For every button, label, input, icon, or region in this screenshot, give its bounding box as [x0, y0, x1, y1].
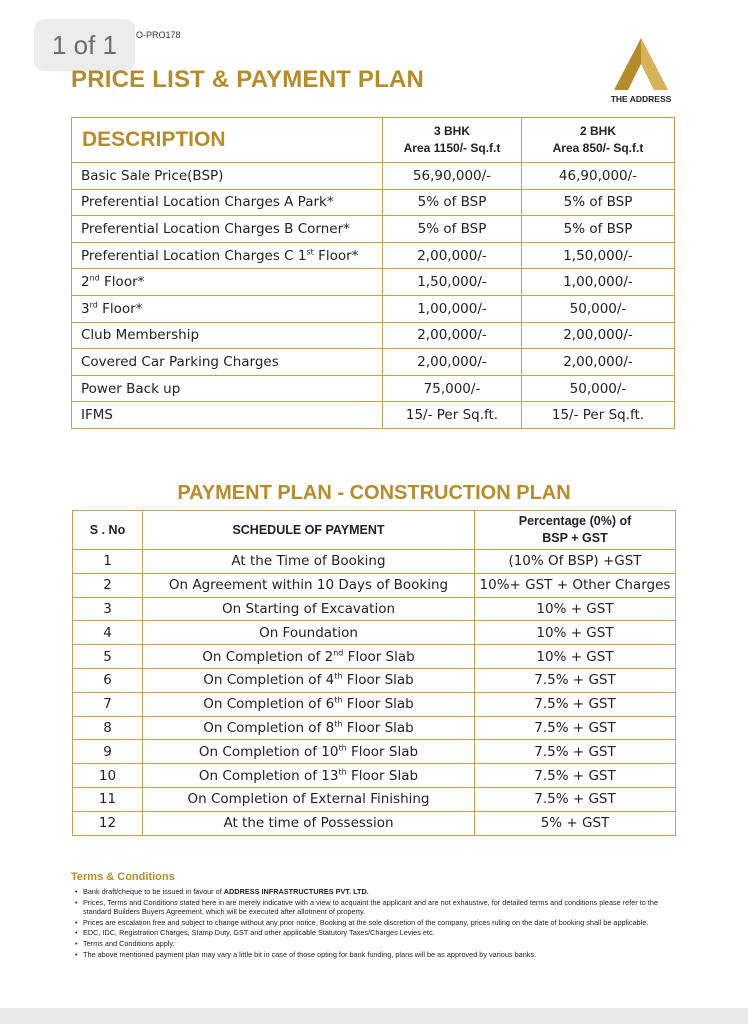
price-row: [72, 375, 675, 402]
viewer-bottom-strip: [0, 1008, 748, 1024]
price-row-desc: Club Membership: [72, 322, 383, 349]
terms-item: • EDC, IDC, Registration Charges, Stamp Duty, GST and other applicable Statutory Taxes/Charges Levies etc.: [83, 928, 661, 938]
plan-row-number: 3: [73, 597, 143, 621]
logo-mark-icon: [610, 36, 672, 92]
plan-row-percentage: 7.5% + GST: [475, 716, 676, 740]
price-row: [72, 269, 675, 296]
price-row-2bhk: 5% of BSP: [522, 216, 675, 243]
price-row-desc: Preferential Location Charges B Corner*: [72, 216, 383, 243]
payment-plan-table: [72, 510, 676, 836]
plan-table-header-row: [73, 511, 676, 550]
plan-row-schedule: On Completion of 4th Floor Slab: [143, 668, 475, 692]
terms-section: [71, 871, 661, 960]
col-3bhk-header: [383, 118, 522, 163]
plan-row: [73, 716, 676, 740]
col-3bhk-type: 3 BHK: [433, 124, 470, 138]
price-row-desc: Power Back up: [72, 375, 383, 402]
price-row: [72, 163, 675, 190]
price-row-2bhk: 15/- Per Sq.ft.: [522, 402, 675, 429]
plan-row-percentage: 7.5% + GST: [475, 692, 676, 716]
plan-row: [73, 740, 676, 764]
plan-row: [73, 645, 676, 669]
price-row: [72, 242, 675, 269]
price-row-3bhk: 2,00,000/-: [383, 322, 522, 349]
description-header: DESCRIPTION: [72, 118, 383, 163]
price-row-3bhk: 1,00,000/-: [383, 295, 522, 322]
plan-row-schedule: On Starting of Excavation: [143, 597, 475, 621]
price-row-2bhk: 1,00,000/-: [522, 269, 675, 296]
page-title: PRICE LIST & PAYMENT PLAN: [71, 66, 425, 93]
percentage-header: [475, 511, 676, 550]
price-row-2bhk: 2,00,000/-: [522, 322, 675, 349]
price-row: [72, 349, 675, 376]
price-row-2bhk: 50,000/-: [522, 295, 675, 322]
sno-header: S . No: [73, 511, 143, 550]
plan-row-percentage: 7.5% + GST: [475, 787, 676, 811]
plan-row: [73, 811, 676, 835]
price-row: [72, 216, 675, 243]
plan-row: [73, 597, 676, 621]
plan-row-schedule: On Completion of 13th Floor Slab: [143, 764, 475, 788]
plan-row-percentage: 10%+ GST + Other Charges: [475, 573, 676, 597]
price-row-desc: Preferential Location Charges C 1st Floor*: [72, 242, 383, 269]
plan-row-number: 9: [73, 740, 143, 764]
plan-row-number: 7: [73, 692, 143, 716]
plan-row: [73, 764, 676, 788]
terms-item: • Terms and Conditions apply.: [83, 939, 661, 949]
price-row: [72, 295, 675, 322]
plan-row-number: 8: [73, 716, 143, 740]
price-row: [72, 322, 675, 349]
terms-item: • Prices, Terms and Conditions stated here in are merely indicative with a view to acquaint the applicant and are not exhaustive, for detailed terms and conditions please refer to the standard Builders Buyers Agreement, which will be executed after allotment of property.: [83, 898, 661, 917]
plan-row-percentage: 7.5% + GST: [475, 764, 676, 788]
document-code: O-PRO178: [136, 30, 181, 40]
logo-text: THE ADDRESS: [610, 94, 672, 104]
price-row-desc: Covered Car Parking Charges: [72, 349, 383, 376]
plan-row-percentage: 5% + GST: [475, 811, 676, 835]
price-row-3bhk: 56,90,000/-: [383, 163, 522, 190]
plan-row-schedule: On Foundation: [143, 621, 475, 645]
percentage-header-line1: Percentage (0%) of: [518, 514, 632, 528]
plan-row-number: 11: [73, 787, 143, 811]
col-3bhk-area: Area 1150/- Sq.f.t: [403, 141, 501, 155]
plan-row-number: 5: [73, 645, 143, 669]
price-row-desc: Basic Sale Price(BSP): [72, 163, 383, 190]
price-row-desc: IFMS: [72, 402, 383, 429]
plan-row-schedule: On Completion of 2nd Floor Slab: [143, 645, 475, 669]
plan-row-schedule: On Completion of 8th Floor Slab: [143, 716, 475, 740]
plan-row-number: 10: [73, 764, 143, 788]
plan-row: [73, 692, 676, 716]
price-row-desc: Preferential Location Charges A Park*: [72, 189, 383, 216]
price-row-3bhk: 5% of BSP: [383, 189, 522, 216]
plan-row: [73, 550, 676, 574]
terms-list: [71, 887, 661, 959]
price-row-2bhk: 2,00,000/-: [522, 349, 675, 376]
price-row-3bhk: 1,50,000/-: [383, 269, 522, 296]
plan-row-number: 2: [73, 573, 143, 597]
price-row-desc: 3rd Floor*: [72, 295, 383, 322]
plan-row-schedule: On Completion of External Finishing: [143, 787, 475, 811]
percentage-header-line2: BSP + GST: [542, 531, 608, 545]
price-row-2bhk: 50,000/-: [522, 375, 675, 402]
terms-item: • Prices are escalation free and subject to change without any prior notice, Booking at the sole discretion of the company, prices ruling on the date of booking shall be applicable.: [83, 918, 661, 928]
price-row-3bhk: 5% of BSP: [383, 216, 522, 243]
plan-row-number: 6: [73, 668, 143, 692]
price-row-3bhk: 2,00,000/-: [383, 349, 522, 376]
price-row-3bhk: 75,000/-: [383, 375, 522, 402]
price-row-desc: 2nd Floor*: [72, 269, 383, 296]
terms-item: • The above mentioned payment plan may vary a little bit in case of those opting for bank funding, plans will be as approved by various banks.: [83, 950, 661, 960]
plan-row-percentage: (10% Of BSP) +GST: [475, 550, 676, 574]
schedule-header: SCHEDULE OF PAYMENT: [143, 511, 475, 550]
plan-row-schedule: On Agreement within 10 Days of Booking: [143, 573, 475, 597]
plan-row: [73, 621, 676, 645]
plan-row-percentage: 10% + GST: [475, 645, 676, 669]
payment-plan-title: PAYMENT PLAN - CONSTRUCTION PLAN: [177, 482, 571, 504]
col-2bhk-type: 2 BHK: [579, 124, 616, 138]
price-row: [72, 189, 675, 216]
page-indicator: 1 of 1: [34, 19, 135, 71]
plan-row: [73, 573, 676, 597]
plan-row-percentage: 10% + GST: [475, 621, 676, 645]
plan-row-percentage: 7.5% + GST: [475, 668, 676, 692]
terms-item: • Bank draft/cheque to be issued in favour of ADDRESS INFRASTRUCTURES PVT. LTD.: [83, 887, 661, 897]
price-row-2bhk: 5% of BSP: [522, 189, 675, 216]
plan-row: [73, 787, 676, 811]
brand-logo: [604, 36, 678, 106]
plan-row-number: 12: [73, 811, 143, 835]
price-table-header-row: [72, 118, 675, 163]
price-row-3bhk: 2,00,000/-: [383, 242, 522, 269]
price-row: [72, 402, 675, 429]
price-row-2bhk: 46,90,000/-: [522, 163, 675, 190]
price-row-2bhk: 1,50,000/-: [522, 242, 675, 269]
col-2bhk-header: [522, 118, 675, 163]
plan-row-number: 4: [73, 621, 143, 645]
plan-row-schedule: At the time of Possession: [143, 811, 475, 835]
plan-row: [73, 668, 676, 692]
plan-row-percentage: 7.5% + GST: [475, 740, 676, 764]
price-list-table: [71, 117, 675, 429]
plan-row-schedule: At the Time of Booking: [143, 550, 475, 574]
plan-row-number: 1: [73, 550, 143, 574]
terms-title: Terms & Conditions: [71, 871, 175, 883]
plan-row-schedule: On Completion of 10th Floor Slab: [143, 740, 475, 764]
plan-row-schedule: On Completion of 6th Floor Slab: [143, 692, 475, 716]
plan-row-percentage: 10% + GST: [475, 597, 676, 621]
price-row-3bhk: 15/- Per Sq.ft.: [383, 402, 522, 429]
col-2bhk-area: Area 850/- Sq.f.t: [552, 141, 644, 155]
